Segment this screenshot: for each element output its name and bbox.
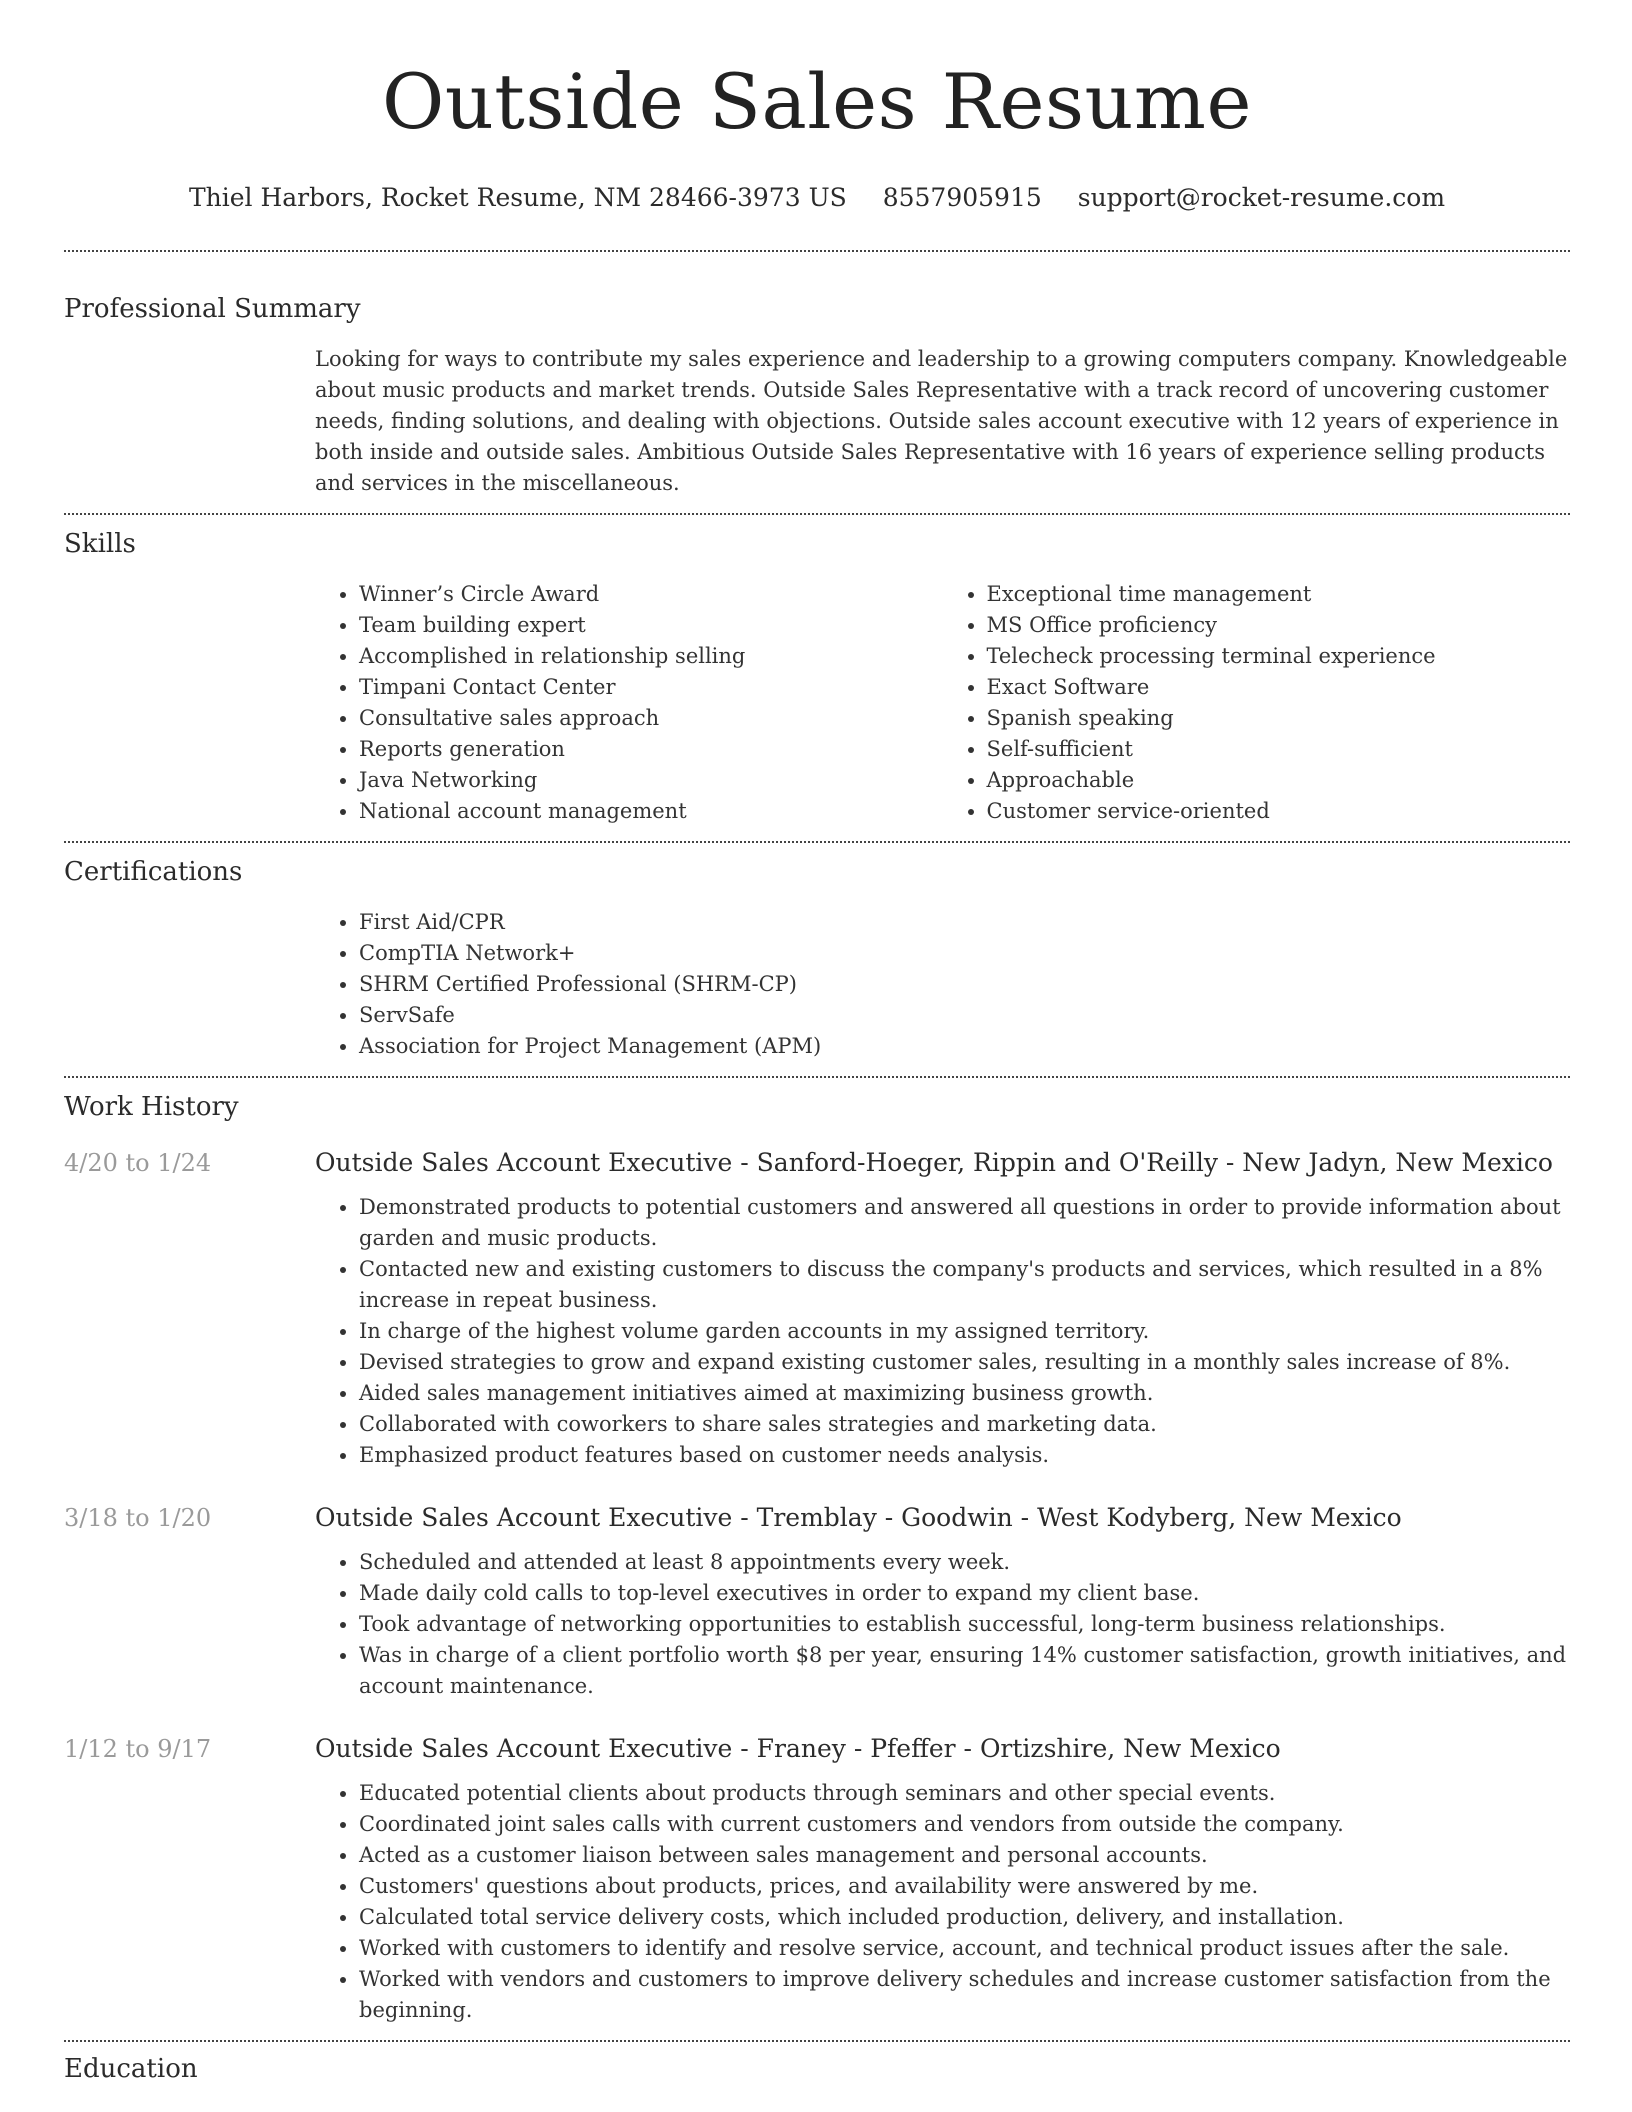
skill-item: • Customer service-oriented [987, 796, 1571, 827]
certification-item: • CompTIA Network+ [359, 938, 975, 969]
section-divider [64, 2040, 1570, 2042]
contact-phone: 8557905915 [882, 183, 1042, 212]
job-title: Outside Sales Account Executive - Sanford-Hoeger, Rippin and O'Reilly - New Jadyn, New Mexico [315, 1148, 1553, 1177]
skill-item: • Self-sufficient [987, 734, 1571, 765]
work-history-section [64, 1090, 1570, 2026]
job-bullets [315, 1547, 1570, 1702]
job-entry [64, 1732, 1570, 2026]
job-bullet: • Worked with customers to identify and resolve service, account, and technical product issues after the sale. [359, 1933, 1570, 1964]
skill-item: • Reports generation [359, 734, 943, 765]
certifications-list [315, 907, 975, 1062]
job-title: Outside Sales Account Executive - Tremblay - Goodwin - West Kodyberg, New Mexico [315, 1503, 1402, 1532]
job-entry [64, 1146, 1570, 1471]
job-bullet: • Made daily cold calls to top-level executives in order to expand my client base. [359, 1578, 1570, 1609]
certification-item: • Association for Project Management (APM) [359, 1031, 975, 1062]
section-divider [64, 1076, 1570, 1078]
skill-item: • Approachable [987, 765, 1571, 796]
resume-title: Outside Sales Resume [382, 57, 1252, 146]
job-bullet: • Collaborated with coworkers to share sales strategies and marketing data. [359, 1409, 1570, 1440]
contact-address: Thiel Harbors, Rocket Resume, NM 28466-3973 US [188, 183, 847, 212]
job-bullets [315, 1778, 1570, 2026]
skills-list-left [315, 579, 943, 827]
education-section [64, 2052, 1570, 2086]
summary-text: Looking for ways to contribute my sales experience and leadership to a growing computers company. Knowledgeable about music products and market trends. Outside Sales Representative with a track record of uncovering customer needs, finding solutions, and dealing with objections. Outside sales account executive with 12 years of experience in both inside and outside sales. Ambitious Outside Sales Representative with 16 years of experience selling products and services in the miscellaneous. [315, 347, 1568, 495]
skill-item: • Consultative sales approach [359, 703, 943, 734]
job-entry [64, 1501, 1570, 1702]
job-bullets [315, 1192, 1570, 1471]
job-bullet: • Coordinated joint sales calls with current customers and vendors from outside the company. [359, 1809, 1570, 1840]
skills-heading: Skills [64, 529, 136, 559]
job-date: 1/12 to 9/17 [64, 1735, 212, 1763]
certifications-section [64, 855, 1570, 1062]
job-bullet: • Educated potential clients about products through seminars and other special events. [359, 1778, 1570, 1809]
job-bullet: • Scheduled and attended at least 8 appointments every week. [359, 1547, 1570, 1578]
skill-item: • Team building expert [359, 610, 943, 641]
skill-item: • Spanish speaking [987, 703, 1571, 734]
skill-item: • Winner’s Circle Award [359, 579, 943, 610]
job-bullet: • Customers' questions about products, prices, and availability were answered by me. [359, 1871, 1570, 1902]
certification-item: • First Aid/CPR [359, 907, 975, 938]
skill-item: • MS Office proficiency [987, 610, 1571, 641]
job-bullet: • Worked with vendors and customers to improve delivery schedules and increase customer satisfaction from the beginning. [359, 1964, 1570, 2026]
section-divider [64, 841, 1570, 843]
certifications-heading: Certifications [64, 857, 243, 887]
job-title: Outside Sales Account Executive - Franey - Pfeffer - Ortizshire, New Mexico [315, 1734, 1281, 1763]
work-history-heading: Work History [64, 1092, 239, 1122]
summary-section [64, 292, 1570, 499]
summary-heading: Professional Summary [64, 294, 361, 324]
skills-list-right [943, 579, 1571, 827]
resume-page [64, 0, 1570, 2086]
contact-line [64, 182, 1570, 214]
job-bullet: • Was in charge of a client portfolio worth $8 per year, ensuring 14% customer satisfaction, growth initiatives, and account maintenance. [359, 1640, 1570, 1702]
certification-item: • SHRM Certified Professional (SHRM-CP) [359, 969, 975, 1000]
skill-item: • National account management [359, 796, 943, 827]
job-bullet: • Demonstrated products to potential customers and answered all questions in order to provide information about garden and music products. [359, 1192, 1570, 1254]
section-divider [64, 250, 1570, 252]
job-bullet: • Calculated total service delivery costs, which included production, delivery, and installation. [359, 1902, 1570, 1933]
section-divider [64, 513, 1570, 515]
skill-item: • Telecheck processing terminal experience [987, 641, 1571, 672]
skill-item: • Java Networking [359, 765, 943, 796]
job-bullet: • Took advantage of networking opportunities to establish successful, long-term business relationships. [359, 1609, 1570, 1640]
skill-item: • Exceptional time management [987, 579, 1571, 610]
education-heading: Education [64, 2054, 198, 2084]
job-bullet: • Acted as a customer liaison between sales management and personal accounts. [359, 1840, 1570, 1871]
job-bullet: • Emphasized product features based on customer needs analysis. [359, 1440, 1570, 1471]
skills-section [64, 527, 1570, 827]
certifications-list-wrap [315, 907, 1570, 1062]
job-bullet: • Devised strategies to grow and expand existing customer sales, resulting in a monthly sales increase of 8%. [359, 1347, 1570, 1378]
skill-item: • Timpani Contact Center [359, 672, 943, 703]
certification-item: • ServSafe [359, 1000, 975, 1031]
skill-item: • Accomplished in relationship selling [359, 641, 943, 672]
job-bullet: • In charge of the highest volume garden accounts in my assigned territory. [359, 1316, 1570, 1347]
job-date: 4/20 to 1/24 [64, 1149, 212, 1177]
job-bullet: • Contacted new and existing customers to discuss the company's products and services, which resulted in a 8% increase in repeat business. [359, 1254, 1570, 1316]
skills-grid [315, 579, 1570, 827]
job-date: 3/18 to 1/20 [64, 1504, 212, 1532]
skill-item: • Exact Software [987, 672, 1571, 703]
contact-email: support@rocket-resume.com [1077, 183, 1446, 212]
job-bullet: • Aided sales management initiatives aimed at maximizing business growth. [359, 1378, 1570, 1409]
